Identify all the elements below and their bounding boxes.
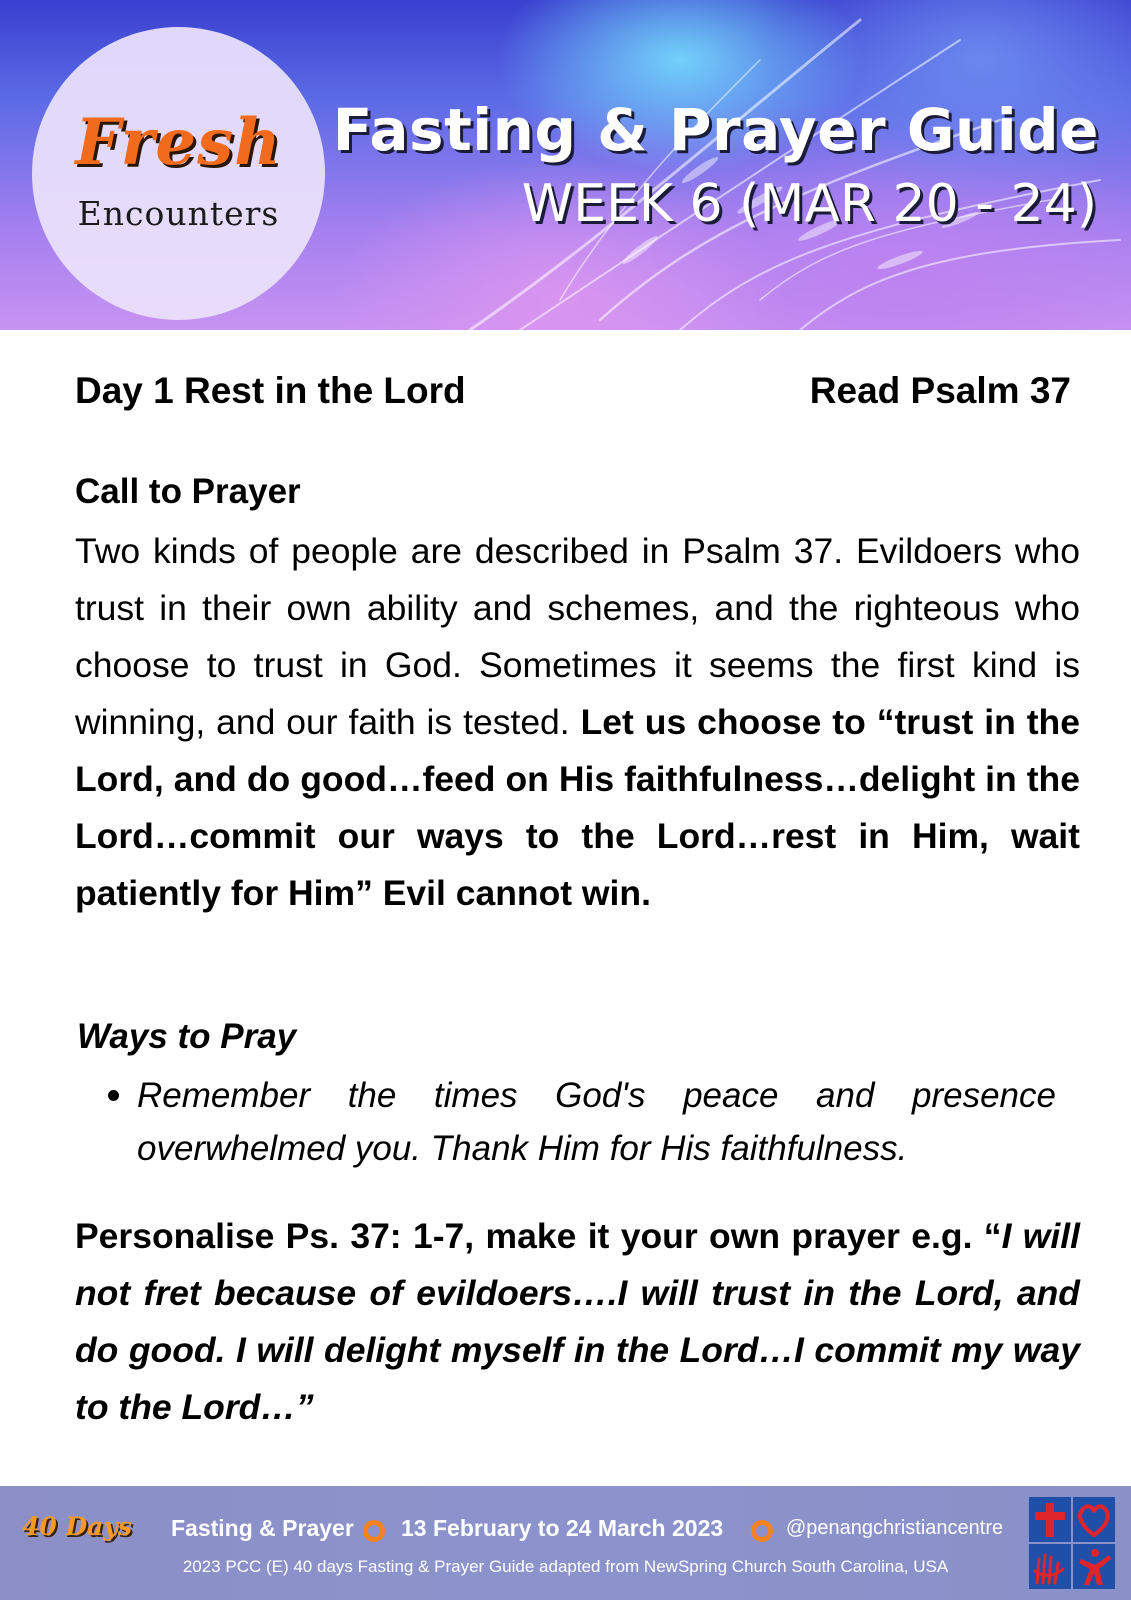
call-to-prayer-bold: Let us choose to “trust in the Lord, and do good…feed on His faithfulness…delight in the Lord…commit our ways to the Lord…rest in Him, wait patiently for Him” Evil cannot win. bbox=[75, 702, 1080, 913]
personalise-text bbox=[75, 1208, 1080, 1436]
separator-dot-icon bbox=[751, 1520, 773, 1542]
fresh-encounters-logo bbox=[32, 27, 325, 320]
footer-40-days: 40 Days bbox=[22, 1512, 132, 1541]
footer-credit: 2023 PCC (E) 40 days Fasting & Prayer Guide adapted from NewSpring Church South Carolina, USA bbox=[182, 1557, 949, 1576]
separator-dot-icon bbox=[363, 1520, 385, 1542]
logo-encounters-text: Encounters bbox=[77, 194, 280, 233]
ways-to-pray-item: Remember the times God's peace and presence overwhelmed you. Thank Him for His faithfulness. bbox=[137, 1076, 1056, 1168]
personalise-prayer: I will not fret because of evildoers….I will trust in the Lord, and do good. I will delight myself in the Lord…I commit my way to the Lord…” bbox=[75, 1216, 1080, 1427]
call-to-prayer-regular: Two kinds of people are described in Psalm 37. Evildoers who trust in their own ability and schemes, and the righteous who choose to trust in God. Sometimes it seems the first kind is winning, and our faith is tested. bbox=[75, 531, 1080, 742]
ways-to-pray-heading: Ways to Pray bbox=[77, 1017, 297, 1056]
week-subtitle: WEEK 6 (MAR 20 - 24) bbox=[521, 174, 1097, 234]
header-banner bbox=[0, 0, 1131, 330]
bullet-icon bbox=[108, 1090, 119, 1101]
scripture-reference: Read Psalm 37 bbox=[809, 370, 1071, 411]
personalise-lead: Personalise Ps. 37: 1-7, make it your own prayer e.g. “ bbox=[75, 1216, 1002, 1256]
footer-fasting-prayer: Fasting & Prayer bbox=[171, 1515, 354, 1541]
footer-bar bbox=[0, 1486, 1131, 1600]
call-to-prayer-text bbox=[75, 523, 1080, 922]
call-to-prayer-heading: Call to Prayer bbox=[75, 472, 301, 511]
footer-dates: 13 February to 24 March 2023 bbox=[401, 1515, 724, 1541]
day-heading: Day 1 Rest in the Lord bbox=[75, 370, 466, 411]
footer-social-handle: @penangchristiancentre bbox=[786, 1517, 1004, 1539]
logo-fresh-text: Fresh bbox=[75, 105, 282, 180]
guide-title: Fasting & Prayer Guide bbox=[332, 96, 1099, 164]
church-logo bbox=[1029, 1497, 1115, 1589]
